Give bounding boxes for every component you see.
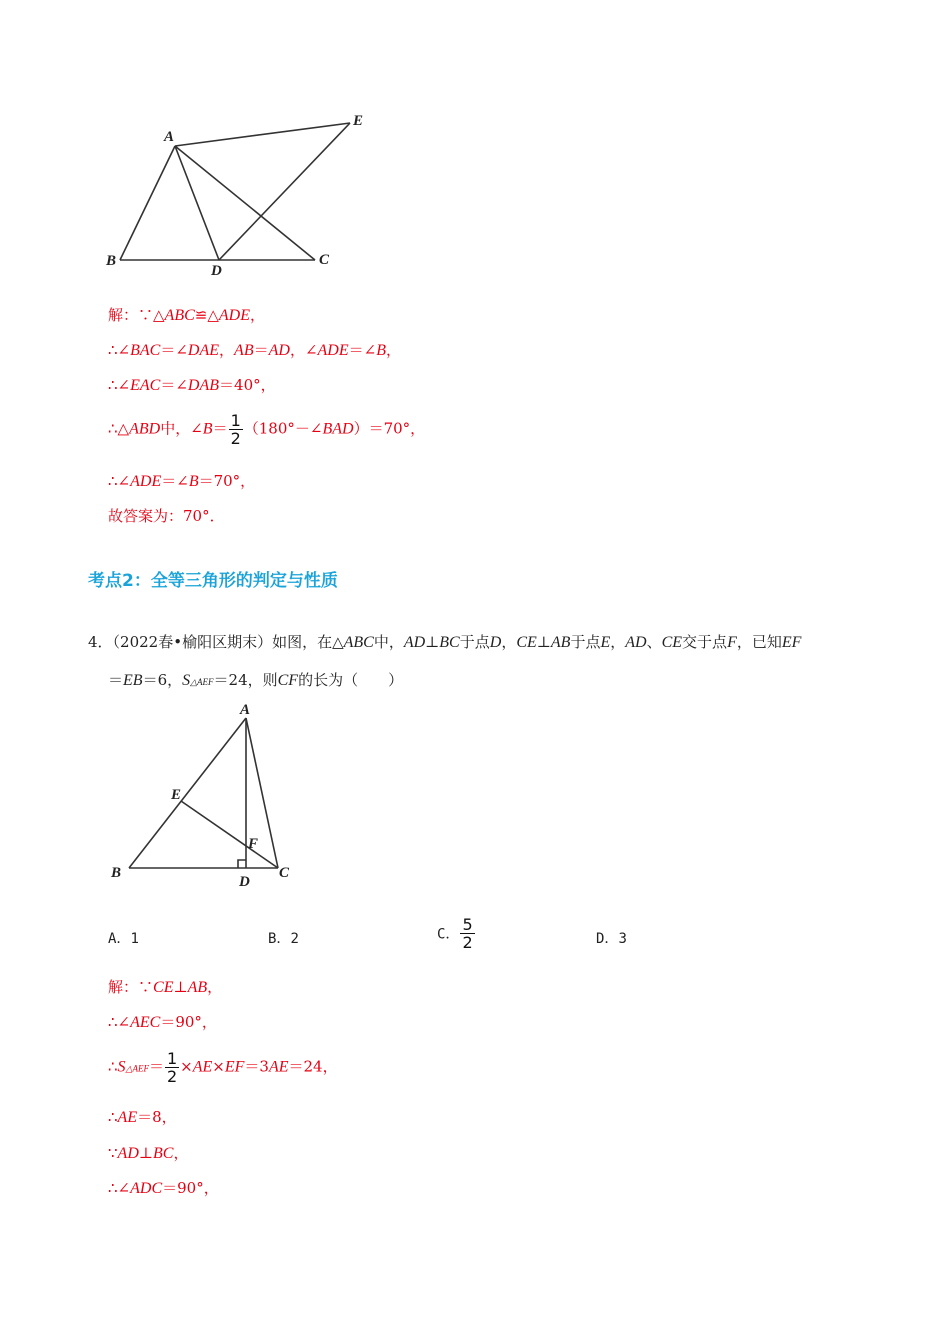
segment-ae bbox=[175, 123, 350, 146]
right-angle-mark bbox=[238, 860, 246, 868]
solution2-line4: ∴AE＝8， bbox=[108, 1108, 177, 1126]
question-line2: ＝EB＝6，S△AEF＝24，则CF的长为（ ） bbox=[108, 671, 404, 689]
solution1-line1: 解：∵△ABC≌△ADE， bbox=[108, 306, 265, 324]
label-b: B bbox=[111, 865, 122, 881]
label-f: F bbox=[248, 836, 259, 852]
figure-triangles-abc-ade bbox=[100, 105, 380, 280]
fraction-one-half: $\frac{1}{2}$ bbox=[230, 411, 241, 448]
solution2-line2: ∴∠AEC＝90°， bbox=[108, 1013, 217, 1031]
figure-triangle-abc-altitudes bbox=[105, 700, 305, 890]
segment-ac bbox=[175, 146, 315, 260]
label-e: E bbox=[171, 787, 182, 803]
label-a: A bbox=[164, 129, 175, 145]
label-c: C bbox=[319, 252, 330, 268]
solution2-line6: ∴∠ADC＝90°， bbox=[108, 1179, 219, 1197]
solution2-line3: ∴S△AEF＝ $\frac{1}{2}$ ×AE×EF＝3AE＝24， bbox=[108, 1049, 338, 1086]
solution2-line1: 解：∵CE⊥AB， bbox=[108, 978, 223, 996]
segment-ab bbox=[129, 718, 246, 868]
solution1-answer: 故答案为：70°． bbox=[108, 507, 225, 525]
option-a[interactable]: A．1 bbox=[108, 931, 139, 947]
solution1-line5: ∴∠ADE＝∠B＝70°， bbox=[108, 472, 256, 490]
label-c: C bbox=[279, 865, 290, 881]
solution1-line3: ∴∠EAC＝∠DAB＝40°， bbox=[108, 376, 276, 394]
option-c[interactable]: C． $\frac{5}{2}$ bbox=[437, 915, 473, 952]
segment-ab bbox=[120, 146, 175, 260]
solution1-line4: ∴△ABD中，∠B＝ $\frac{1}{2}$ （180°－∠BAD）＝70°， bbox=[108, 411, 426, 448]
option-d[interactable]: D．3 bbox=[596, 931, 627, 947]
segment-de bbox=[219, 123, 350, 260]
label-a: A bbox=[240, 702, 251, 718]
question-line1: 4．（2022春•榆阳区期末）如图，在△ABC中，AD⊥BC于点D，CE⊥AB于点E，AD、CE交于点F，已知EF bbox=[88, 633, 802, 651]
segment-ce bbox=[181, 801, 278, 868]
fraction-one-half: $\frac{1}{2}$ bbox=[166, 1049, 178, 1086]
label-d: D bbox=[211, 263, 222, 279]
solution2-line5: ∵AD⊥BC， bbox=[108, 1144, 189, 1162]
fraction-five-halves: $\frac{5}{2}$ bbox=[462, 915, 473, 952]
solution1-line2: ∴∠BAC＝∠DAE，AB＝AD，∠ADE＝∠B， bbox=[108, 341, 401, 359]
section-heading: 考点2：全等三角形的判定与性质 bbox=[88, 571, 338, 591]
label-b: B bbox=[106, 253, 117, 269]
option-b[interactable]: B．2 bbox=[268, 931, 299, 947]
label-e: E bbox=[353, 113, 364, 129]
label-d: D bbox=[239, 874, 250, 890]
